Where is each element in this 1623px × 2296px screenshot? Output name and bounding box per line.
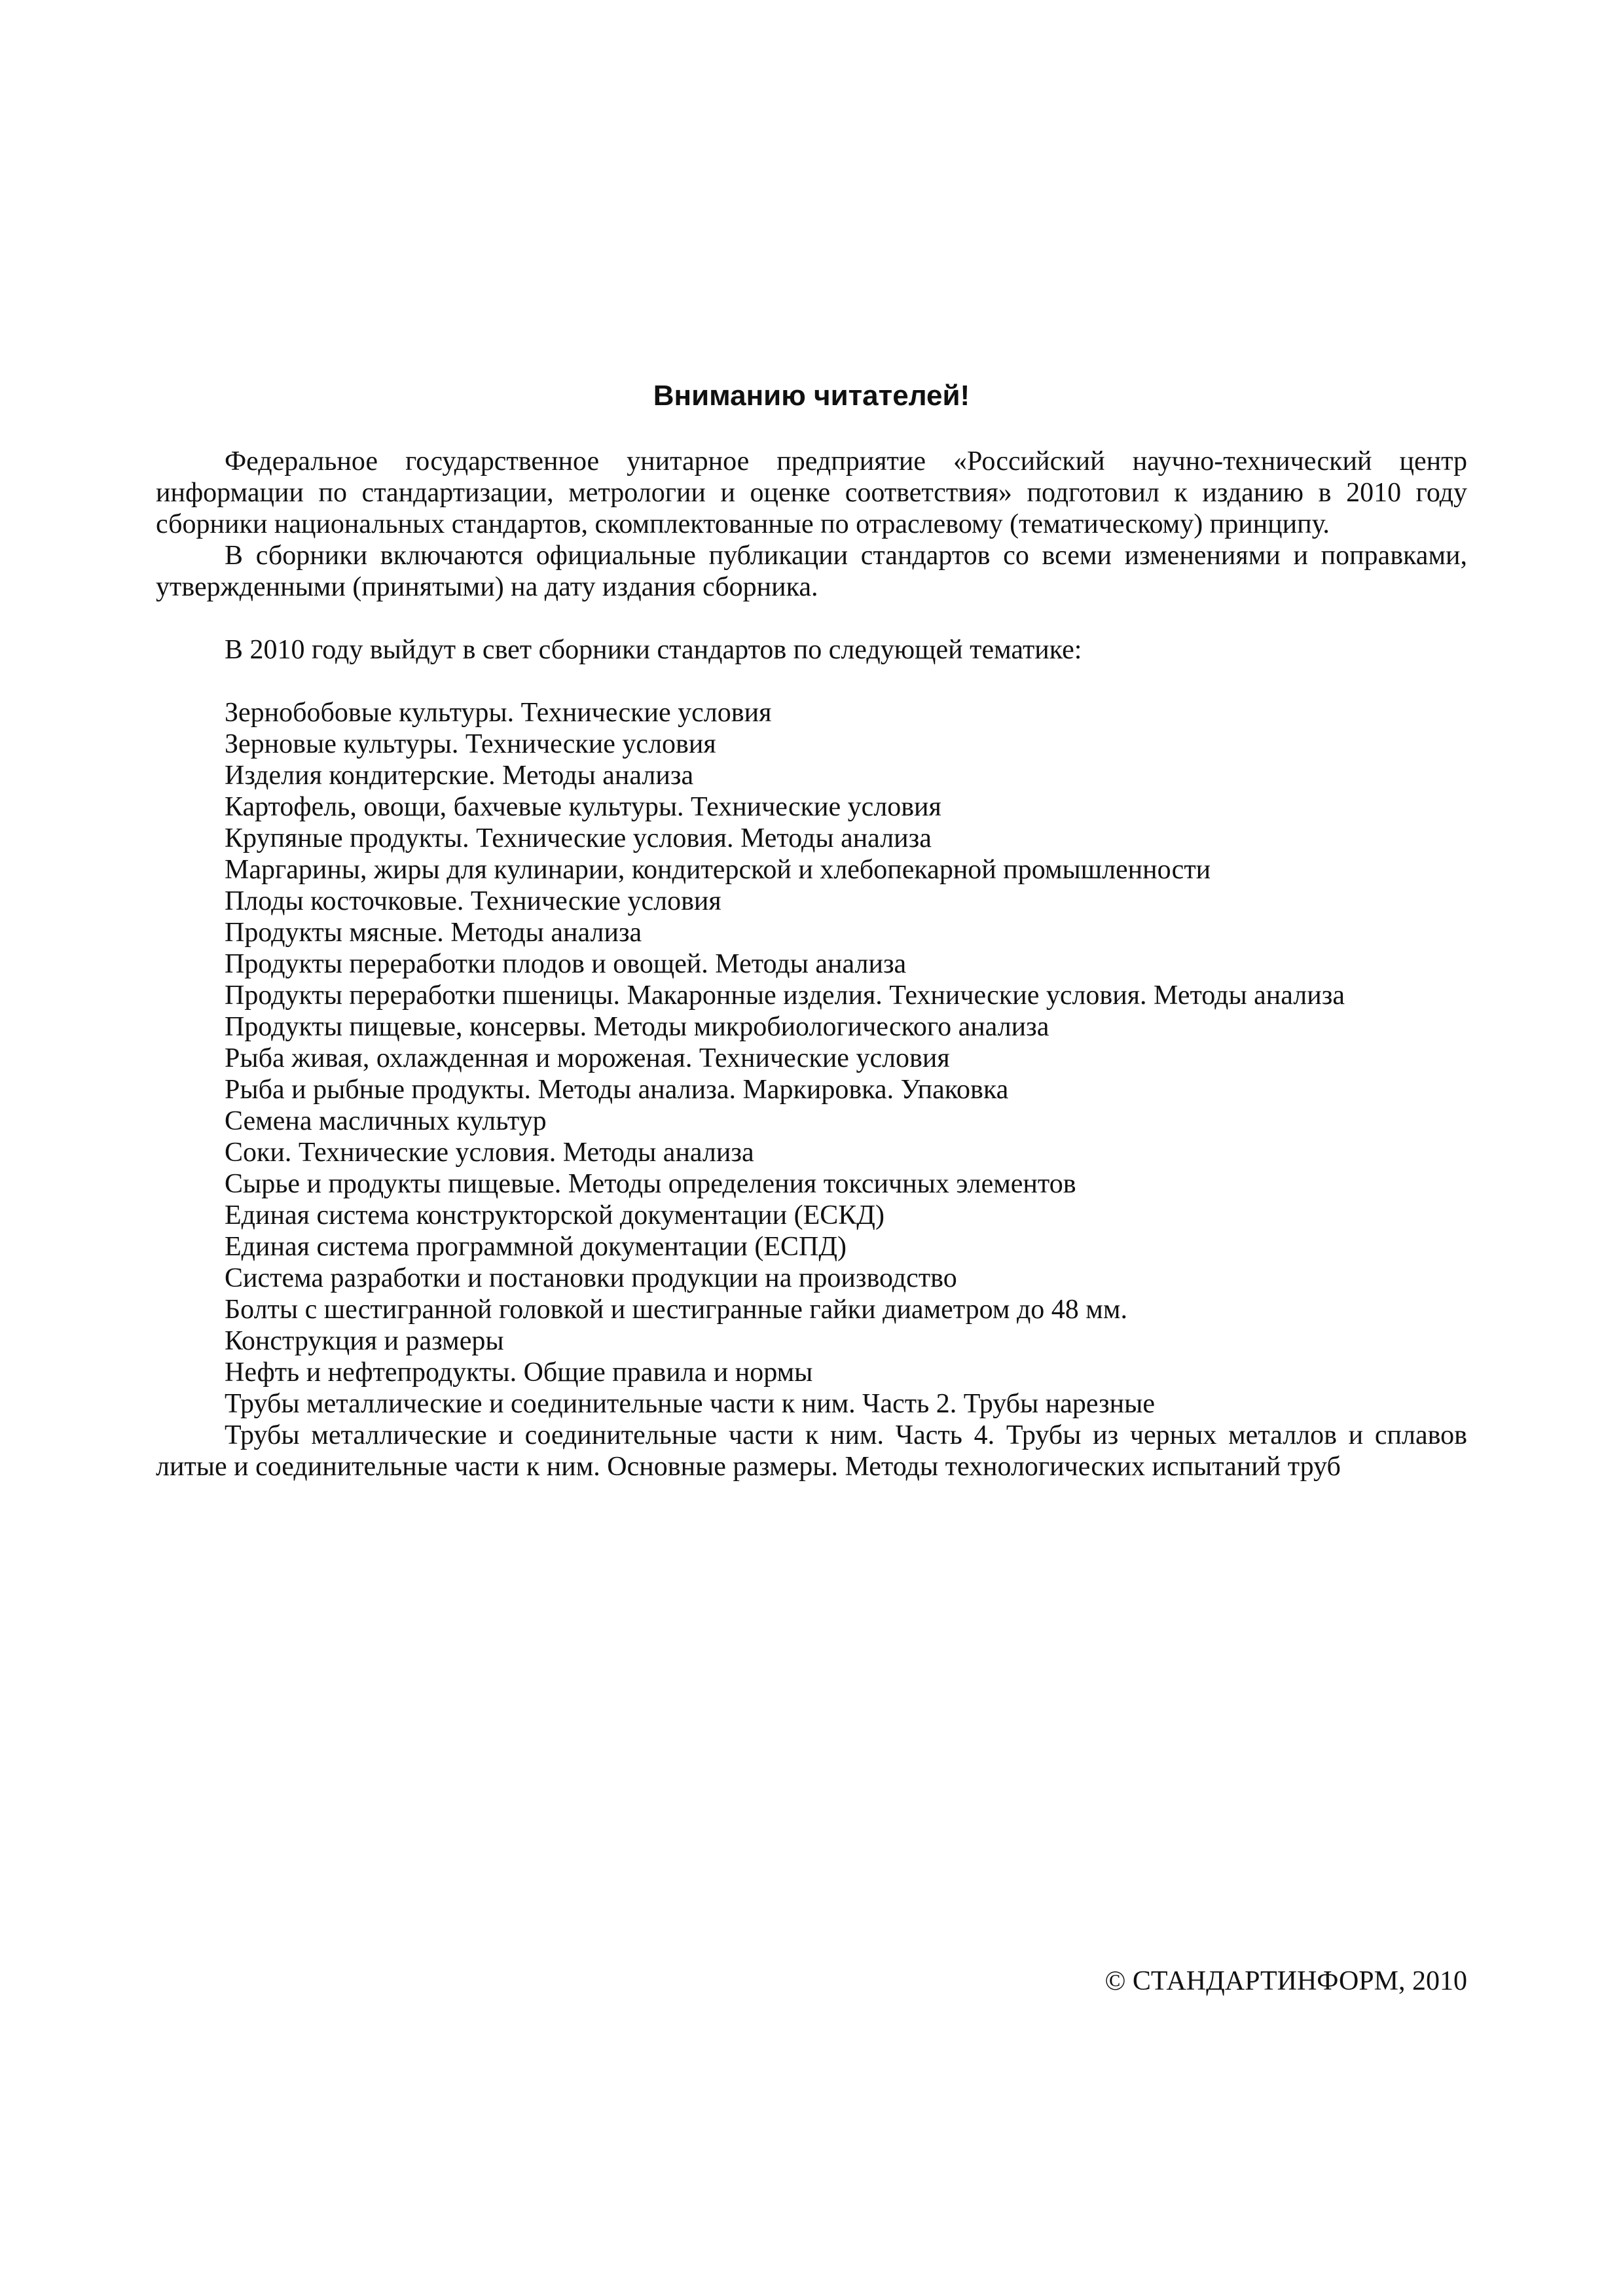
topic-item: Продукты переработки пшеницы. Макаронные изделия. Технические условия. Методы анализа [225,980,1345,1011]
topic-item: Крупяные продукты. Технические условия. Методы анализа [225,823,932,853]
topic-item: Болты с шестигранной головкой и шестигранные гайки диаметром до 48 мм. [225,1295,1127,1325]
topic-item: Трубы металлические и соединительные части к ним. Часть 2. Трубы нарезные [225,1389,1155,1419]
intro-paragraph: Федеральное государственное унитарное предприятие «Российский научно-технический центр информации по стандартизации, метрологии и оценке соответствия» подготовил к изданию в 2010 году сборники национальных стандартов, скомплектованные по отраслевому (тематическому) принципу. [156,446,1467,539]
topic-item: Плоды косточковые. Технические условия [225,886,721,916]
document-body [156,376,1467,1482]
topic-item: Маргарины, жиры для кулинарии, кондитерской и хлебопекарной промышленности [225,855,1211,885]
topic-item: Рыба и рыбные продукты. Методы анализа. Маркировка. Упаковка [225,1075,1009,1105]
topic-item: Продукты пищевые, консервы. Методы микробиологического анализа [225,1012,1049,1042]
topic-item: Конструкция и размеры [225,1326,504,1356]
topic-item: Продукты мясные. Методы анализа [225,918,642,948]
topic-item: Соки. Технические условия. Методы анализа [225,1138,754,1168]
topic-item: Единая система программной документации (ЕСПД) [225,1232,847,1262]
topic-item: Картофель, овощи, бахчевые культуры. Технические условия [225,792,941,822]
topics-intro: В 2010 году выйдут в свет сборники стандартов по следующей тематике: [225,635,1082,665]
page-title: Вниманию читателей! [653,380,970,412]
topic-item: Нефть и нефтепродукты. Общие правила и нормы [225,1357,813,1388]
spacer [156,603,1467,634]
topic-item: Продукты переработки плодов и овощей. Методы анализа [225,949,907,979]
topic-item: Сырье и продукты пищевые. Методы определения токсичных элементов [225,1169,1076,1199]
spacer [156,666,1467,697]
topics-list [156,697,1467,1482]
topic-item: Единая система конструкторской документации (ЕСКД) [225,1200,884,1230]
intro-paragraph: В сборники включаются официальные публикации стандартов со всеми изменениями и поправками, утвержденными (принятыми) на дату издания сборника. [156,541,1467,602]
topic-item: Рыба живая, охлажденная и мороженая. Технические условия [225,1043,950,1073]
topic-item: Зерновые культуры. Технические условия [225,729,716,759]
copyright-footer: © СТАНДАРТИНФОРМ, 2010 [1104,1966,1467,1996]
topic-item: Система разработки и постановки продукции на производство [225,1263,957,1293]
topic-item: Зернобобовые культуры. Технические условия [225,698,772,728]
topic-item: Трубы металлические и соединительные части к ним. Часть 4. Трубы из черных металлов и сплавов литые и соединительные части к ним. Основные размеры. Методы технологических испытаний труб [156,1420,1467,1482]
topic-item: Семена масличных культур [225,1106,547,1136]
topic-item: Изделия кондитерские. Методы анализа [225,761,694,791]
